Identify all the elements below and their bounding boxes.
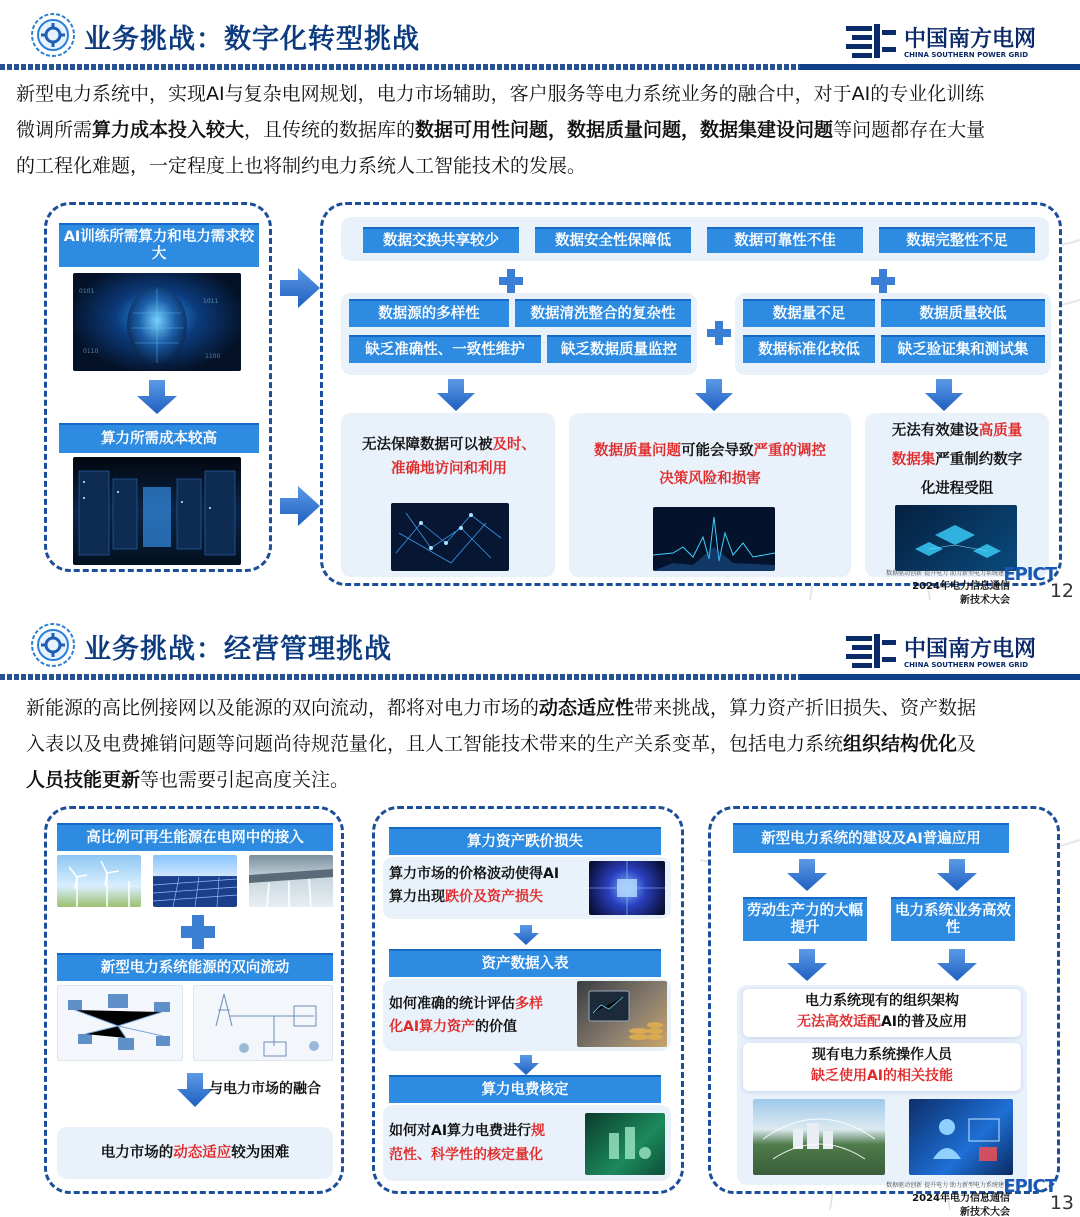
issue-text <box>389 863 585 909</box>
text-span: 无法有效建设 <box>891 423 979 439</box>
energy-network-diagram-image <box>57 985 183 1061</box>
down-arrow-icon <box>513 1055 539 1075</box>
intro-text: 新能源的高比例接网以及能源的双向流动，都将对电力市场的 <box>26 697 540 719</box>
plus-icon <box>181 915 215 949</box>
outcome-text <box>871 417 1043 504</box>
highlight-text: 严重的调控 <box>753 443 826 459</box>
issue-bar: 数据质量较低 <box>881 299 1045 327</box>
logo-english-name: CHINA SOUTHERN POWER GRID <box>904 661 1029 669</box>
csg-logo-icon <box>846 24 896 58</box>
down-arrow-icon <box>787 859 827 891</box>
plus-icon <box>499 269 523 293</box>
compute-cost-bar: 算力所需成本较高 <box>59 423 259 453</box>
highlight-text: 及时、 <box>492 437 536 453</box>
productivity-bar: 劳动生产力的大幅提升 <box>743 897 867 941</box>
text-span: 无法保障数据可以被 <box>362 437 493 453</box>
intro-text: 入表以及电费摊销问题等问题尚待规范量化，且人工智能技术带来的生产关系变革，包括电力系统 <box>26 733 844 755</box>
highlight-text: 化AI算力资产 <box>389 1019 476 1035</box>
compute-demand-bar: AI训练所需算力和电力需求较大 <box>59 223 259 267</box>
svg-text:1011: 1011 <box>203 298 219 305</box>
renewable-access-bar: 高比例可再生能源在电网中的接入 <box>57 823 333 851</box>
intro-text: 新型电力系统中，实现AI与复杂电网规划，电力市场辅助，客户服务等电力系统业务的融合中，对于AI的专业化训练 <box>16 83 985 105</box>
right-arrow-icon <box>280 268 320 308</box>
page-number: 12 <box>1049 580 1074 602</box>
server-room-image <box>73 457 241 565</box>
plus-icon <box>871 269 895 293</box>
efficiency-bar: 电力系统业务高效性 <box>891 897 1015 941</box>
asset-data-entry-bar: 资产数据入表 <box>389 949 661 977</box>
slide-header <box>0 610 1080 680</box>
text-span: 现有电力系统操作人员 <box>812 1047 952 1063</box>
footer-event-sub: 新技术大会 <box>960 595 1010 606</box>
highlight-text: 多样 <box>515 996 543 1012</box>
svg-text:0101: 0101 <box>79 288 95 295</box>
down-arrow-icon <box>937 949 977 981</box>
issue-bar: 缺乏准确性、一致性维护 <box>349 335 541 363</box>
plus-icon <box>707 321 731 345</box>
highlight-text: 跌价及资产损失 <box>445 889 543 905</box>
highlight-text: 动态适应 <box>173 1145 232 1161</box>
network-image <box>391 503 509 571</box>
intro-text: 等问题都存在大量 <box>833 119 986 141</box>
highlight-text: 准确地访问和利用 <box>391 461 507 477</box>
footer-event-sub: 新技术大会 <box>960 1207 1010 1217</box>
logo-chinese-name: 中国南方电网 <box>904 27 1037 52</box>
page-title: 业务挑战：经营管理挑战 <box>84 634 392 665</box>
epict-logo: EPICT <box>1003 564 1056 585</box>
header-divider-accent <box>800 674 1080 680</box>
page-number: 13 <box>1049 1192 1074 1214</box>
intro-bold-text: 人员技能更新 <box>26 769 141 791</box>
text-span: 算力出现 <box>389 889 445 905</box>
outcome-text <box>347 433 551 481</box>
issue-bar: 数据清洗整合的复杂性 <box>515 299 691 327</box>
text-span: 如何对AI算力电费进行 <box>389 1123 532 1139</box>
issue-bar: 数据完整性不足 <box>879 227 1035 253</box>
intro-paragraph <box>16 76 1071 184</box>
intro-text: 带来挑战，算力资产折旧损失、资产数据 <box>634 697 977 719</box>
intro-bold-text: 数据可用性问题，数据质量问题，数据集建设问题 <box>415 119 834 141</box>
down-arrow-icon <box>925 379 963 411</box>
intro-line <box>26 690 1066 726</box>
svg-text:1100: 1100 <box>205 353 221 360</box>
right-arrow-icon <box>280 486 320 526</box>
text-span: 可能会导致 <box>681 443 754 459</box>
ai-head-image <box>73 273 241 371</box>
company-logo <box>846 632 1056 674</box>
asset-depreciation-bar: 算力资产跌价损失 <box>389 827 661 855</box>
text-span: 较为困难 <box>231 1145 290 1161</box>
text-span: 化进程受阻 <box>920 481 994 497</box>
intro-bold-text: 组织结构优化 <box>843 733 958 755</box>
issue-bar: 数据源的多样性 <box>349 299 509 327</box>
slide-digital-transformation <box>0 0 1080 608</box>
text-span: 严重制约数字 <box>935 452 1023 468</box>
logo-chinese-name: 中国南方电网 <box>904 637 1037 662</box>
arrow-label: 与电力市场的融合 <box>209 1081 321 1097</box>
footer-event: 2024年电力信息通信 <box>912 581 1010 592</box>
text-span: 如何准确的统计评估 <box>389 996 515 1012</box>
highlight-text: 高质量 <box>978 423 1023 439</box>
intro-line <box>16 148 1071 184</box>
grid-flow-diagram-image <box>193 985 333 1061</box>
text-span: 电力系统现有的组织架构 <box>805 993 959 1009</box>
text-span: 的价值 <box>475 1019 518 1035</box>
intro-line <box>26 762 1066 798</box>
solar-panel-image <box>153 855 237 907</box>
highlight-text: 范性、科学性的核定量化 <box>389 1147 543 1163</box>
smart-city-image <box>753 1099 885 1175</box>
issue-bar: 数据可靠性不佳 <box>707 227 863 253</box>
issue-bar: 缺乏数据质量监控 <box>547 335 691 363</box>
highlight-text: 决策风险和损害 <box>659 471 761 487</box>
intro-paragraph <box>26 690 1066 798</box>
text-span: 电力市场的 <box>100 1145 174 1161</box>
issue-bar: 数据交换共享较少 <box>363 227 519 253</box>
issue-text <box>389 1119 589 1167</box>
asset-accounting-panel <box>372 806 684 1194</box>
coins-tablet-image <box>577 981 667 1047</box>
impact-text <box>743 991 1021 1033</box>
slide-footer <box>886 558 1074 608</box>
text-span: 算力市场的价格波动使得AI <box>389 866 560 882</box>
highlight-text: 缺乏使用AI的相关技能 <box>810 1068 954 1084</box>
intro-bold-text: 算力成本投入较大 <box>92 119 245 141</box>
footer-slogan: 数据驱动创新 提升电力 助力新型电力系统建设 <box>886 1182 1010 1189</box>
down-arrow-icon <box>437 379 475 411</box>
intro-bold-text: 动态适应性 <box>539 697 635 719</box>
intro-text: 的工程化难题，一定程度上也将制约电力系统人工智能技术的发展。 <box>16 155 587 177</box>
page-title: 业务挑战：数字化转型挑战 <box>84 24 420 55</box>
footer-event: 2024年电力信息通信 <box>912 1193 1010 1204</box>
issue-bar: 数据量不足 <box>743 299 875 327</box>
highlight-text: 规 <box>531 1123 546 1139</box>
issue-bar: 数据标准化较低 <box>743 335 875 363</box>
compute-cost-panel <box>44 202 272 572</box>
intro-line <box>26 726 1066 762</box>
issue-bar: 缺乏验证集和测试集 <box>881 335 1045 363</box>
down-arrow-icon <box>937 859 977 891</box>
slide-footer <box>886 1170 1074 1217</box>
intro-text: 及 <box>957 733 977 755</box>
intro-text: 微调所需 <box>16 119 93 141</box>
gear-circle-icon <box>30 622 76 668</box>
intro-line <box>16 76 1071 112</box>
epict-logo: EPICT <box>1003 1176 1056 1197</box>
ai-adoption-bar: 新型电力系统的建设及AI普遍应用 <box>733 823 1009 853</box>
company-logo <box>846 22 1056 64</box>
down-arrow-icon <box>177 1073 213 1107</box>
energy-tech-image <box>585 1113 665 1175</box>
issue-text <box>389 993 585 1039</box>
gear-circle-icon <box>30 12 76 58</box>
header-divider-accent <box>800 64 1080 70</box>
footer-slogan: 数据驱动创新 提升电力 助力新型电力系统建设 <box>886 570 1010 577</box>
hydropower-dam-image <box>249 855 333 907</box>
result-text <box>57 1141 333 1165</box>
down-arrow-icon <box>137 380 177 414</box>
text-span: AI的普及应用 <box>880 1014 968 1030</box>
highlight-text: 无法高效适配 <box>796 1014 881 1030</box>
svg-text:0110: 0110 <box>83 348 99 355</box>
market-adaptability-panel <box>44 806 344 1194</box>
logo-english-name: CHINA SOUTHERN POWER GRID <box>904 51 1029 59</box>
slide-operations-management <box>0 610 1080 1217</box>
impact-text <box>743 1045 1021 1087</box>
org-structure-panel <box>708 806 1060 1194</box>
slide-header <box>0 0 1080 70</box>
intro-text: ，且传统的数据库的 <box>244 119 416 141</box>
down-arrow-icon <box>695 379 733 411</box>
data-issues-panel <box>320 202 1062 586</box>
intro-line <box>16 112 1071 148</box>
csg-logo-icon <box>846 634 896 668</box>
waveform-image <box>653 507 775 571</box>
bidirectional-flow-bar: 新型电力系统能源的双向流动 <box>57 953 333 981</box>
intro-text: 等也需要引起高度关注。 <box>140 769 350 791</box>
ai-chip-image <box>589 861 665 915</box>
highlight-text: 数据集 <box>891 452 936 468</box>
outcome-text <box>575 437 845 493</box>
highlight-text: 数据质量问题 <box>594 443 681 459</box>
ai-worker-image <box>909 1099 1013 1175</box>
down-arrow-icon <box>513 925 539 945</box>
down-arrow-icon <box>787 949 827 981</box>
electricity-cost-bar: 算力电费核定 <box>389 1075 661 1103</box>
issue-bar: 数据安全性保障低 <box>535 227 691 253</box>
wind-turbine-image <box>57 855 141 907</box>
